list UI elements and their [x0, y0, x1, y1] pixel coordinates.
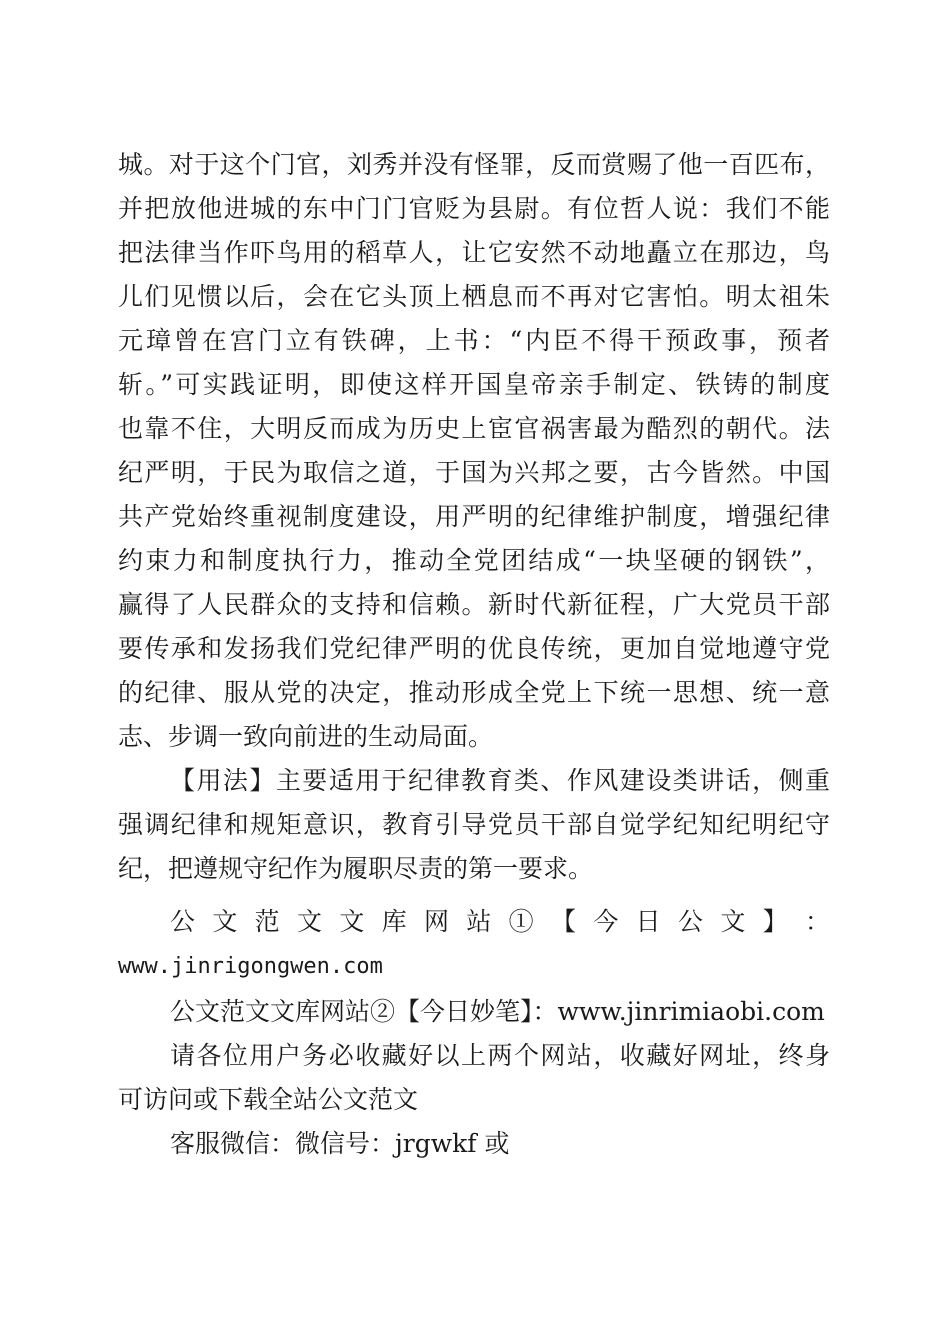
- body-text-line: 城。对于这个门官，刘秀并没有怪罪，反而赏赐了他一百匹布，: [118, 150, 830, 179]
- body-text-line: 共产党始终重视制度建设，用严明的纪律维护制度，增强纪律: [118, 502, 830, 531]
- body-text-line: 也靠不住，大明反而成为历史上宦官祸害最为酷烈的朝代。法: [118, 414, 830, 443]
- body-text-line: 约束力和制度执行力，推动全党团结成“一块坚硬的钢铁”，: [118, 546, 830, 575]
- body-text-line: 赢得了人民群众的支持和信赖。新时代新征程，广大党员干部: [118, 590, 830, 619]
- site-one-url: www.jinrigongwen.com: [118, 954, 383, 979]
- usage-text-line: 强调纪律和规矩意识，教育引导党员干部自觉学纪知纪明纪守: [118, 810, 830, 839]
- notice-text-line: 请各位用户务必收藏好以上两个网站，收藏好网址，终身: [170, 1041, 830, 1070]
- body-text-line: 志、步调一致向前进的生动局面。: [118, 722, 494, 751]
- site-two-line: 公文范文文库网站②【今日妙笔】：www.jinrimiaobi.com: [170, 997, 825, 1026]
- usage-text-line: 【用法】主要适用于纪律教育类、作风建设类讲话，侧重: [170, 766, 830, 795]
- body-text-line: 斩。”可实践证明，即使这样开国皇帝亲手制定、铁铸的制度: [118, 370, 830, 399]
- body-text-line: 纪严明，于民为取信之道，于国为兴邦之要，古今皆然。中国: [118, 458, 830, 487]
- body-text-line: 儿们见惯以后，会在它头顶上栖息而不再对它害怕。明太祖朱: [118, 282, 830, 311]
- usage-text-line: 纪，把遵规守纪作为履职尽责的第一要求。: [118, 854, 594, 883]
- body-text-line: 要传承和发扬我们党纪律严明的优良传统，更加自觉地遵守党: [118, 634, 830, 663]
- body-text-line: 把法律当作吓鸟用的稻草人，让它安然不动地矗立在那边，鸟: [118, 238, 830, 267]
- body-text-line: 元璋曾在宫门立有铁碑，上书：“内臣不得干预政事，预者: [118, 326, 830, 355]
- body-text-line: 并把放他进城的东中门门官贬为县尉。有位哲人说：我们不能: [118, 194, 830, 223]
- site-one-label: 公 文 范 文 文 库 网 站 ① 【 今 日 公 文 】 ：: [170, 907, 830, 936]
- notice-text-line: 可访问或下载全站公文范文: [118, 1085, 419, 1114]
- customer-service-line: 客服微信：微信号：jrgwkf 或: [170, 1129, 510, 1158]
- body-text-line: 的纪律、服从党的决定，推动形成全党上下统一思想、统一意: [118, 678, 830, 707]
